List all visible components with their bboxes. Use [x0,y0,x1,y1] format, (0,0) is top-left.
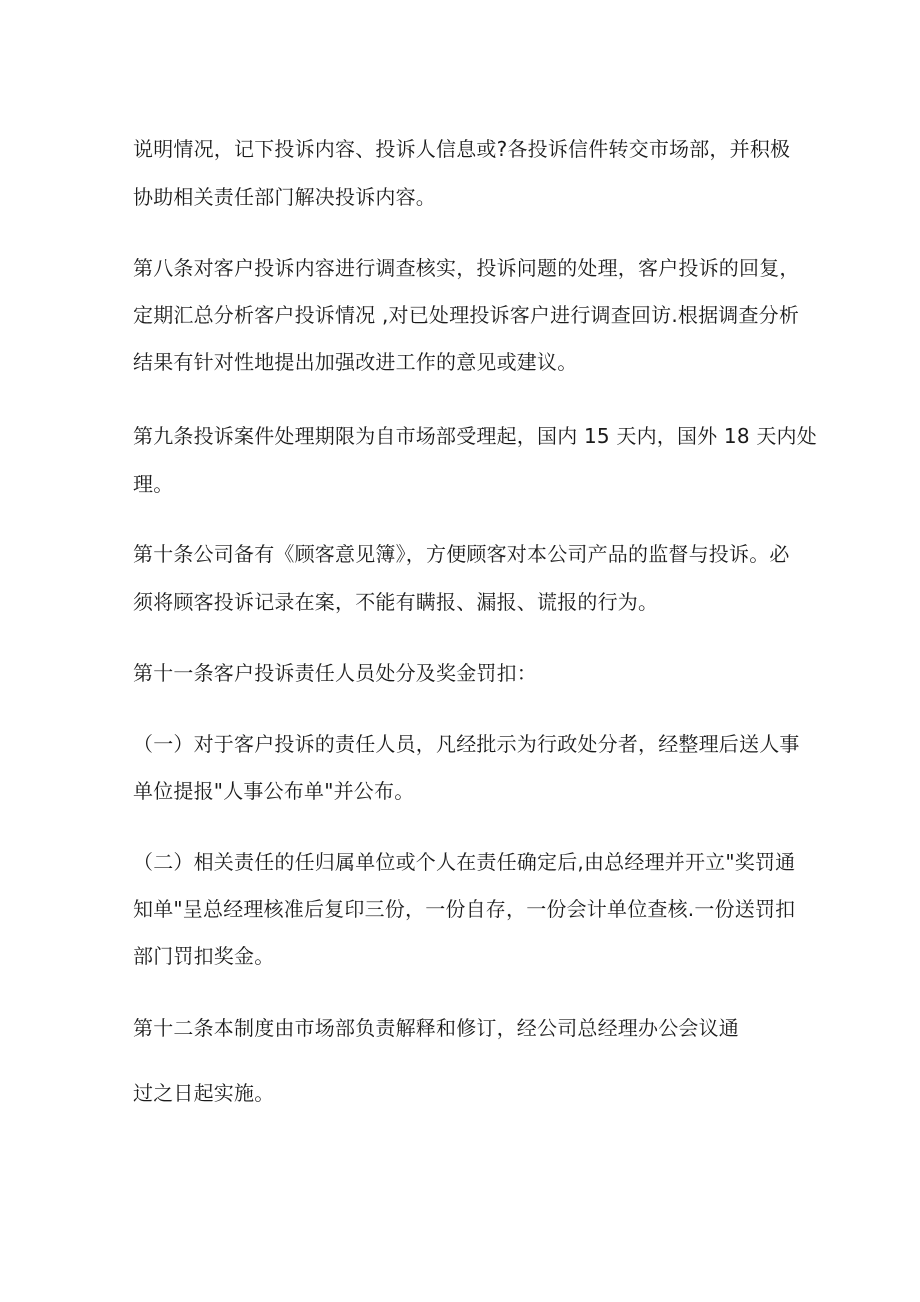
text-line: 定期汇总分析客户投诉情况 ,对已处理投诉客户进行调查回访.根据调查分析 [133,303,800,327]
text-line: 结果有针对性地提出加强改进工作的意见或建议。 [133,350,578,374]
text-line: 第十条公司备有《顾客意见簿》，方便顾客对本公司产品的监督与投诉。必 [133,542,790,566]
text-line: 部门罚扣奖金。 [133,944,275,968]
text-line: 协助相关责任部门解决投诉内容。 [133,185,436,209]
text-line: 第十二条本制度由市场部负责解释和修订，经公司总经理办公会议通 [133,1016,739,1040]
text-line: 说明情况，记下投诉内容、投诉人信息或?各投诉信件转交市场部，并积极 [133,137,791,161]
text-line: 理。 [133,472,174,496]
text-line: 第八条对客户投诉内容进行调查核实，投诉问题的处理，客户投诉的回复， [133,256,800,280]
text-line: 须将顾客投诉记录在案，不能有瞒报、漏报、谎报的行为。 [133,590,659,614]
text-line: 过之日起实施。 [133,1081,275,1105]
text-line: 知单"呈总经理核准后复印三份，一份自存，一份会计单位查核.一份送罚扣 [133,897,796,921]
text-line: （二）相关责任的任归属单位或个人在责任确定后,由总经理并开立"奖罚通 [133,850,796,874]
text-line: 第九条投诉案件处理期限为自市场部受理起，国内 15 天内，国外 18 天内处 [133,424,817,448]
text-line: （一）对于客户投诉的责任人员，凡经批示为行政处分者，经整理后送人事 [133,732,800,756]
text-line: 第十一条客户投诉责任人员处分及奖金罚扣： [133,661,537,685]
text-line: 单位提报"人事公布单"并公布。 [133,779,415,803]
